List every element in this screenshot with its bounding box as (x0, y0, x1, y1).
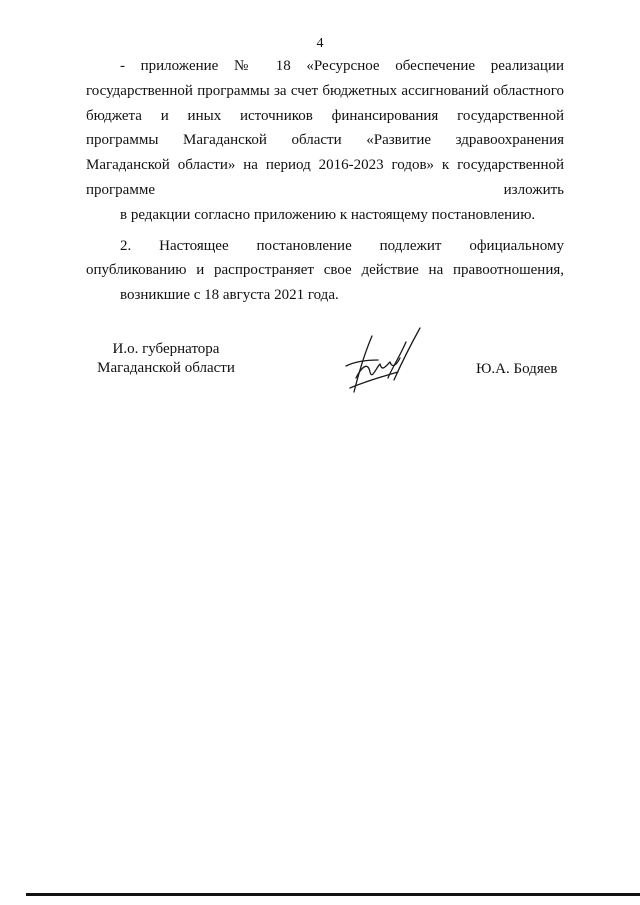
paragraph-2-line: опубликованию и распространяет свое действие на правоотношения, (86, 262, 564, 279)
paragraph-1 (86, 54, 564, 228)
paragraph-1-line: государственной программы за счет бюджетных ассигнований областного (86, 82, 564, 99)
document-body (86, 54, 564, 308)
paragraph-2-last-line: возникшие с 18 августа 2021 года. (120, 287, 339, 304)
paragraph-1-line: бюджета и иных источников финансирования государственной программы (86, 107, 564, 149)
page-number: 4 (316, 36, 324, 51)
paragraph-1-line: на период 2016-2023 годов» к государственной программе изложить (86, 157, 564, 198)
signer-position (86, 340, 246, 378)
signer-name: Ю.А. Бодяев (476, 361, 558, 377)
signer-position-line1: И.о. губернатора (112, 341, 220, 357)
signer-position-line2: Магаданской области (97, 360, 235, 376)
paragraph-2-line: 2. Настоящее постановление подлежит официальному (120, 237, 564, 254)
bottom-border-line (26, 893, 640, 896)
handwritten-signature (336, 322, 432, 402)
paragraph-1-line: - приложение № 18 «Ресурсное обеспечение реализации (120, 58, 564, 74)
paragraph-1-line: Магаданской области «Развитие здравоохранения Магаданской области» (86, 132, 564, 174)
paragraph-2 (86, 234, 564, 308)
paragraph-1-last-line: в редакции согласно приложению к настоящему постановлению. (120, 206, 536, 223)
